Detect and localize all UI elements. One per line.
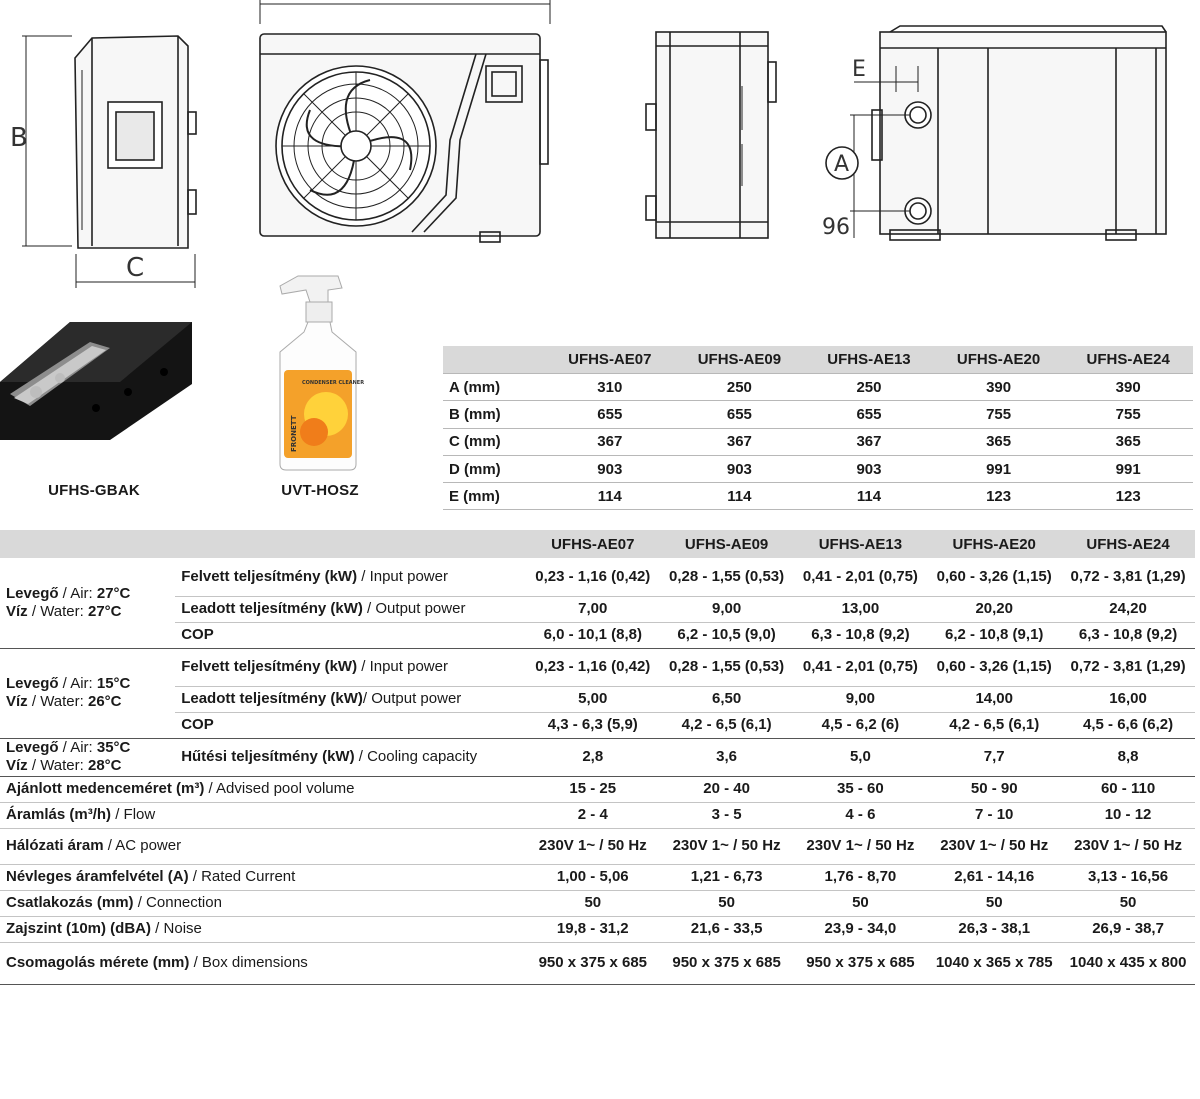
- condition-air-hu: Levegő: [6, 675, 59, 692]
- spec-value-cell: 16,00: [1061, 686, 1195, 712]
- condition-water-hu: Víz: [6, 757, 28, 774]
- condition-air: [6, 585, 172, 603]
- dimensions-header-row: [443, 346, 1193, 374]
- spec-value-cell: 4 - 6: [794, 802, 928, 828]
- spec-row-label: [175, 596, 526, 622]
- spec-value-cell: 6,3 - 10,8 (9,2): [794, 622, 928, 648]
- dimensions-table: [443, 346, 1193, 510]
- spec-value-cell: 4,2 - 6,5 (6,1): [927, 712, 1061, 738]
- spec-label-hungarian: Leadott teljesítmény (kW): [181, 600, 363, 617]
- spec-row: [0, 916, 1195, 942]
- spec-value-cell: 6,0 - 10,1 (8,8): [526, 622, 660, 648]
- dimensions-cell: 655: [545, 401, 675, 428]
- spec-label-english: / Rated Current: [188, 868, 296, 885]
- spec-value-cell: 0,23 - 1,16 (0,42): [526, 558, 660, 596]
- dimensions-cell: 114: [675, 483, 805, 510]
- spec-value-cell: 24,20: [1061, 596, 1195, 622]
- spec-row: [0, 802, 1195, 828]
- spec-row: [0, 648, 1195, 686]
- spec-value-cell: 4,3 - 6,3 (5,9): [526, 712, 660, 738]
- dimension-label-b: B: [10, 123, 28, 153]
- spec-value-cell: 1,00 - 5,06: [526, 864, 660, 890]
- dimensions-row: [443, 428, 1193, 455]
- spec-value-cell: 8,8: [1061, 738, 1195, 776]
- spec-row-label: [0, 942, 526, 984]
- spec-value-cell: 1,76 - 8,70: [794, 864, 928, 890]
- dimensions-cell: 365: [934, 428, 1064, 455]
- spec-row-label: [0, 890, 526, 916]
- spec-value-cell: 6,3 - 10,8 (9,2): [1061, 622, 1195, 648]
- spec-row: [0, 622, 1195, 648]
- product-code-gbak: UFHS-GBAK: [48, 482, 140, 499]
- spec-label-hungarian: Áramlás (m³/h): [6, 806, 112, 823]
- dimensions-row-label: D (mm): [443, 455, 545, 482]
- spec-label-english: / Flow: [111, 806, 156, 823]
- spec-value-cell: 1040 x 435 x 800: [1061, 942, 1195, 984]
- dimensions-row: [443, 455, 1193, 482]
- spec-value-cell: 10 - 12: [1061, 802, 1195, 828]
- spec-row: [0, 864, 1195, 890]
- spec-value-cell: 3,6: [660, 738, 794, 776]
- dimensions-cell: 123: [934, 483, 1064, 510]
- spec-value-cell: 26,9 - 38,7: [1061, 916, 1195, 942]
- spec-value-cell: 21,6 - 33,5: [660, 916, 794, 942]
- spec-header-row: [0, 530, 1195, 558]
- spec-value-cell: 0,41 - 2,01 (0,75): [794, 648, 928, 686]
- spec-row-label: [175, 738, 526, 776]
- spec-row-label: [175, 648, 526, 686]
- bottle-text: CONDENSER CLEANER: [302, 380, 365, 386]
- dimensions-row: [443, 483, 1193, 510]
- spec-value-cell: 50: [526, 890, 660, 916]
- spec-row: [0, 738, 1195, 776]
- spec-row-label: [175, 712, 526, 738]
- dimensions-cell: 250: [675, 374, 805, 401]
- dimensions-cell: 755: [934, 401, 1064, 428]
- spec-value-cell: 6,2 - 10,5 (9,0): [660, 622, 794, 648]
- spec-row: [0, 942, 1195, 984]
- connection-view-drawing: [810, 20, 1170, 250]
- dimensions-cell: 367: [804, 428, 934, 455]
- spec-row-label: [175, 622, 526, 648]
- spec-label-english: / Cooling capacity: [354, 748, 478, 765]
- spec-value-cell: 7,7: [927, 738, 1061, 776]
- spec-value-cell: 4,5 - 6,2 (6): [794, 712, 928, 738]
- spec-model-header: UFHS-AE24: [1061, 530, 1195, 558]
- dimensions-cell: 655: [804, 401, 934, 428]
- spec-value-cell: 0,23 - 1,16 (0,42): [526, 648, 660, 686]
- spec-value-cell: 2,61 - 14,16: [927, 864, 1061, 890]
- dimensions-cell: 390: [1063, 374, 1193, 401]
- spec-value-cell: 20,20: [927, 596, 1061, 622]
- spec-value-cell: 3 - 5: [660, 802, 794, 828]
- condition-water: [6, 757, 172, 775]
- spec-label-hungarian: Felvett teljesítmény (kW): [181, 567, 358, 585]
- mounting-feet-image: [0, 322, 192, 442]
- spec-value-cell: 14,00: [927, 686, 1061, 712]
- spec-label-english: / Box dimensions: [189, 954, 308, 971]
- condition-air-hu: Levegő: [6, 584, 59, 602]
- condition-water: [6, 693, 172, 711]
- spec-value-cell: 230V 1~ / 50 Hz: [660, 828, 794, 864]
- rear-view-drawing: [640, 26, 780, 246]
- spec-value-cell: 1040 x 365 x 785: [927, 942, 1061, 984]
- spec-value-cell: 1,21 - 6,73: [660, 864, 794, 890]
- dimensions-cell: 250: [804, 374, 934, 401]
- condition-water-value: 26°C: [87, 693, 122, 710]
- condition-water-en: / Water:: [27, 757, 88, 774]
- dimensions-model-header: UFHS-AE24: [1063, 346, 1193, 374]
- bottle-brand: FRONETT: [290, 415, 298, 452]
- spec-value-cell: 60 - 110: [1061, 776, 1195, 802]
- spec-row-label: [0, 916, 526, 942]
- spec-value-cell: 19,8 - 31,2: [526, 916, 660, 942]
- spec-row: [0, 776, 1195, 802]
- dimensions-cell: 367: [675, 428, 805, 455]
- spec-label-hungarian: Leadott teljesítmény (kW): [181, 690, 363, 707]
- spec-row-label: [175, 558, 526, 596]
- dimensions-row-label: A (mm): [443, 374, 545, 401]
- side-view-drawing: [0, 0, 210, 300]
- spec-row-label: [175, 686, 526, 712]
- spec-model-header: UFHS-AE20: [927, 530, 1061, 558]
- spec-value-cell: 4,2 - 6,5 (6,1): [660, 712, 794, 738]
- spec-header-blank: [0, 530, 526, 558]
- spec-label-english: / Output power: [362, 690, 462, 707]
- spec-value-cell: 0,28 - 1,55 (0,53): [660, 648, 794, 686]
- condition-air-en: / Air:: [58, 675, 97, 692]
- spec-value-cell: 230V 1~ / 50 Hz: [794, 828, 928, 864]
- spec-row: [0, 686, 1195, 712]
- spec-label-hungarian: Hűtési teljesítmény (kW): [181, 748, 355, 765]
- condition-cell: [0, 648, 175, 738]
- spec-value-cell: 0,60 - 3,26 (1,15): [927, 558, 1061, 596]
- dimensions-cell: 903: [545, 455, 675, 482]
- dimensions-cell: 310: [545, 374, 675, 401]
- spec-value-cell: 50 - 90: [927, 776, 1061, 802]
- spec-label-english: / Output power: [362, 600, 466, 617]
- dimensions-header-blank: [443, 346, 545, 374]
- condition-air-hu: Levegő: [6, 739, 59, 756]
- dimensions-cell: 655: [675, 401, 805, 428]
- spec-label-hungarian: Csomagolás mérete (mm): [6, 954, 190, 971]
- spec-value-cell: 7 - 10: [927, 802, 1061, 828]
- spec-value-cell: 50: [1061, 890, 1195, 916]
- spec-model-header: UFHS-AE13: [794, 530, 928, 558]
- spec-value-cell: 0,72 - 3,81 (1,29): [1061, 558, 1195, 596]
- spec-label-hungarian: Zajszint (10m) (dBA): [6, 920, 152, 937]
- front-view-drawing: [250, 0, 560, 250]
- dimensions-cell: 390: [934, 374, 1064, 401]
- dimensions-cell: 114: [545, 483, 675, 510]
- condition-water-en: / Water:: [27, 693, 88, 710]
- spec-value-cell: 3,13 - 16,56: [1061, 864, 1195, 890]
- condition-air-value: 15°C: [96, 675, 131, 692]
- spec-value-cell: 26,3 - 38,1: [927, 916, 1061, 942]
- condition-air-en: / Air:: [58, 584, 97, 602]
- dimensions-row: [443, 374, 1193, 401]
- dimensions-cell: 903: [675, 455, 805, 482]
- spec-label-hungarian: Csatlakozás (mm): [6, 894, 134, 911]
- dimensions-model-header: UFHS-AE07: [545, 346, 675, 374]
- spec-value-cell: 20 - 40: [660, 776, 794, 802]
- spec-value-cell: 6,50: [660, 686, 794, 712]
- spec-value-cell: 2 - 4: [526, 802, 660, 828]
- condition-water-hu: Víz: [6, 693, 28, 710]
- spec-label-hungarian: Névleges áramfelvétel (A): [6, 868, 189, 885]
- condition-water: [6, 603, 172, 621]
- condition-water-value: 27°C: [87, 602, 122, 620]
- spec-value-cell: 15 - 25: [526, 776, 660, 802]
- dimensions-model-header: UFHS-AE09: [675, 346, 805, 374]
- dimensions-row-label: E (mm): [443, 483, 545, 510]
- spec-value-cell: 0,72 - 3,81 (1,29): [1061, 648, 1195, 686]
- spec-row-label: [0, 776, 526, 802]
- spec-value-cell: 2,8: [526, 738, 660, 776]
- dimensions-model-header: UFHS-AE20: [934, 346, 1064, 374]
- condition-water-hu: Víz: [6, 602, 28, 620]
- spec-row-label: [0, 828, 526, 864]
- dimensions-cell: 991: [1063, 455, 1193, 482]
- dimensions-cell: 903: [804, 455, 934, 482]
- cleaner-bottle-image: [270, 272, 370, 472]
- dimensions-model-header: UFHS-AE13: [804, 346, 934, 374]
- dimension-label-a: A: [834, 152, 850, 177]
- spec-value-cell: 0,28 - 1,55 (0,53): [660, 558, 794, 596]
- condition-cell: [0, 738, 175, 776]
- spec-model-header: UFHS-AE09: [660, 530, 794, 558]
- spec-value-cell: 950 x 375 x 685: [794, 942, 928, 984]
- spec-value-cell: 7,00: [526, 596, 660, 622]
- condition-air-value: 35°C: [96, 739, 131, 756]
- dimensions-cell: 114: [804, 483, 934, 510]
- spec-row: [0, 890, 1195, 916]
- dimensions-cell: 123: [1063, 483, 1193, 510]
- condition-air-en: / Air:: [58, 739, 97, 756]
- spec-label-hungarian: Felvett teljesítmény (kW): [181, 658, 358, 675]
- spec-value-cell: 13,00: [794, 596, 928, 622]
- spec-value-cell: 9,00: [660, 596, 794, 622]
- condition-water-value: 28°C: [87, 757, 122, 774]
- dimensions-row-label: B (mm): [443, 401, 545, 428]
- spec-value-cell: 230V 1~ / 50 Hz: [1061, 828, 1195, 864]
- spec-row: [0, 828, 1195, 864]
- spec-row: [0, 712, 1195, 738]
- spec-label-english: / Input power: [357, 567, 448, 585]
- spec-row: [0, 558, 1195, 596]
- spec-row: [0, 596, 1195, 622]
- spec-label-english: / Connection: [133, 894, 222, 911]
- spec-value-cell: 950 x 375 x 685: [526, 942, 660, 984]
- spec-value-cell: 50: [794, 890, 928, 916]
- spec-label-english: / Advised pool volume: [204, 780, 355, 797]
- spec-model-header: UFHS-AE07: [526, 530, 660, 558]
- spec-value-cell: 0,60 - 3,26 (1,15): [927, 648, 1061, 686]
- dimensions-cell: 367: [545, 428, 675, 455]
- spec-value-cell: 4,5 - 6,6 (6,2): [1061, 712, 1195, 738]
- condition-water-en: / Water:: [27, 602, 88, 620]
- spec-value-cell: 9,00: [794, 686, 928, 712]
- spec-label-hungarian: Hálózati áram: [6, 837, 104, 854]
- dimension-label-96: 96: [822, 215, 850, 240]
- spec-label-english: / Input power: [357, 658, 448, 675]
- spec-row-label: [0, 802, 526, 828]
- spec-value-cell: 50: [660, 890, 794, 916]
- condition-cell: [0, 558, 175, 648]
- spec-value-cell: 230V 1~ / 50 Hz: [927, 828, 1061, 864]
- condition-air-value: 27°C: [96, 584, 131, 602]
- spec-value-cell: 23,9 - 34,0: [794, 916, 928, 942]
- spec-label-hungarian: COP: [181, 716, 214, 733]
- spec-value-cell: 0,41 - 2,01 (0,75): [794, 558, 928, 596]
- spec-value-cell: 50: [927, 890, 1061, 916]
- dimension-label-e: E: [852, 57, 866, 82]
- dimensions-cell: 991: [934, 455, 1064, 482]
- dimensions-row: [443, 401, 1193, 428]
- specifications-table: [0, 530, 1195, 985]
- spec-label-hungarian: COP: [181, 626, 214, 643]
- dimensions-cell: 755: [1063, 401, 1193, 428]
- dimensions-cell: 365: [1063, 428, 1193, 455]
- spec-value-cell: 5,00: [526, 686, 660, 712]
- spec-value-cell: 5,0: [794, 738, 928, 776]
- spec-label-hungarian: Ajánlott medenceméret (m³): [6, 780, 205, 797]
- spec-label-english: / Noise: [151, 920, 202, 937]
- spec-row-label: [0, 864, 526, 890]
- spec-value-cell: 230V 1~ / 50 Hz: [526, 828, 660, 864]
- product-code-hosz: UVT-HOSZ: [281, 482, 359, 499]
- spec-label-english: / AC power: [103, 837, 182, 854]
- condition-air: [6, 739, 172, 757]
- spec-value-cell: 950 x 375 x 685: [660, 942, 794, 984]
- spec-value-cell: 35 - 60: [794, 776, 928, 802]
- dimensions-row-label: C (mm): [443, 428, 545, 455]
- spec-value-cell: 6,2 - 10,8 (9,1): [927, 622, 1061, 648]
- condition-air: [6, 675, 172, 693]
- dimension-label-c: C: [126, 253, 145, 283]
